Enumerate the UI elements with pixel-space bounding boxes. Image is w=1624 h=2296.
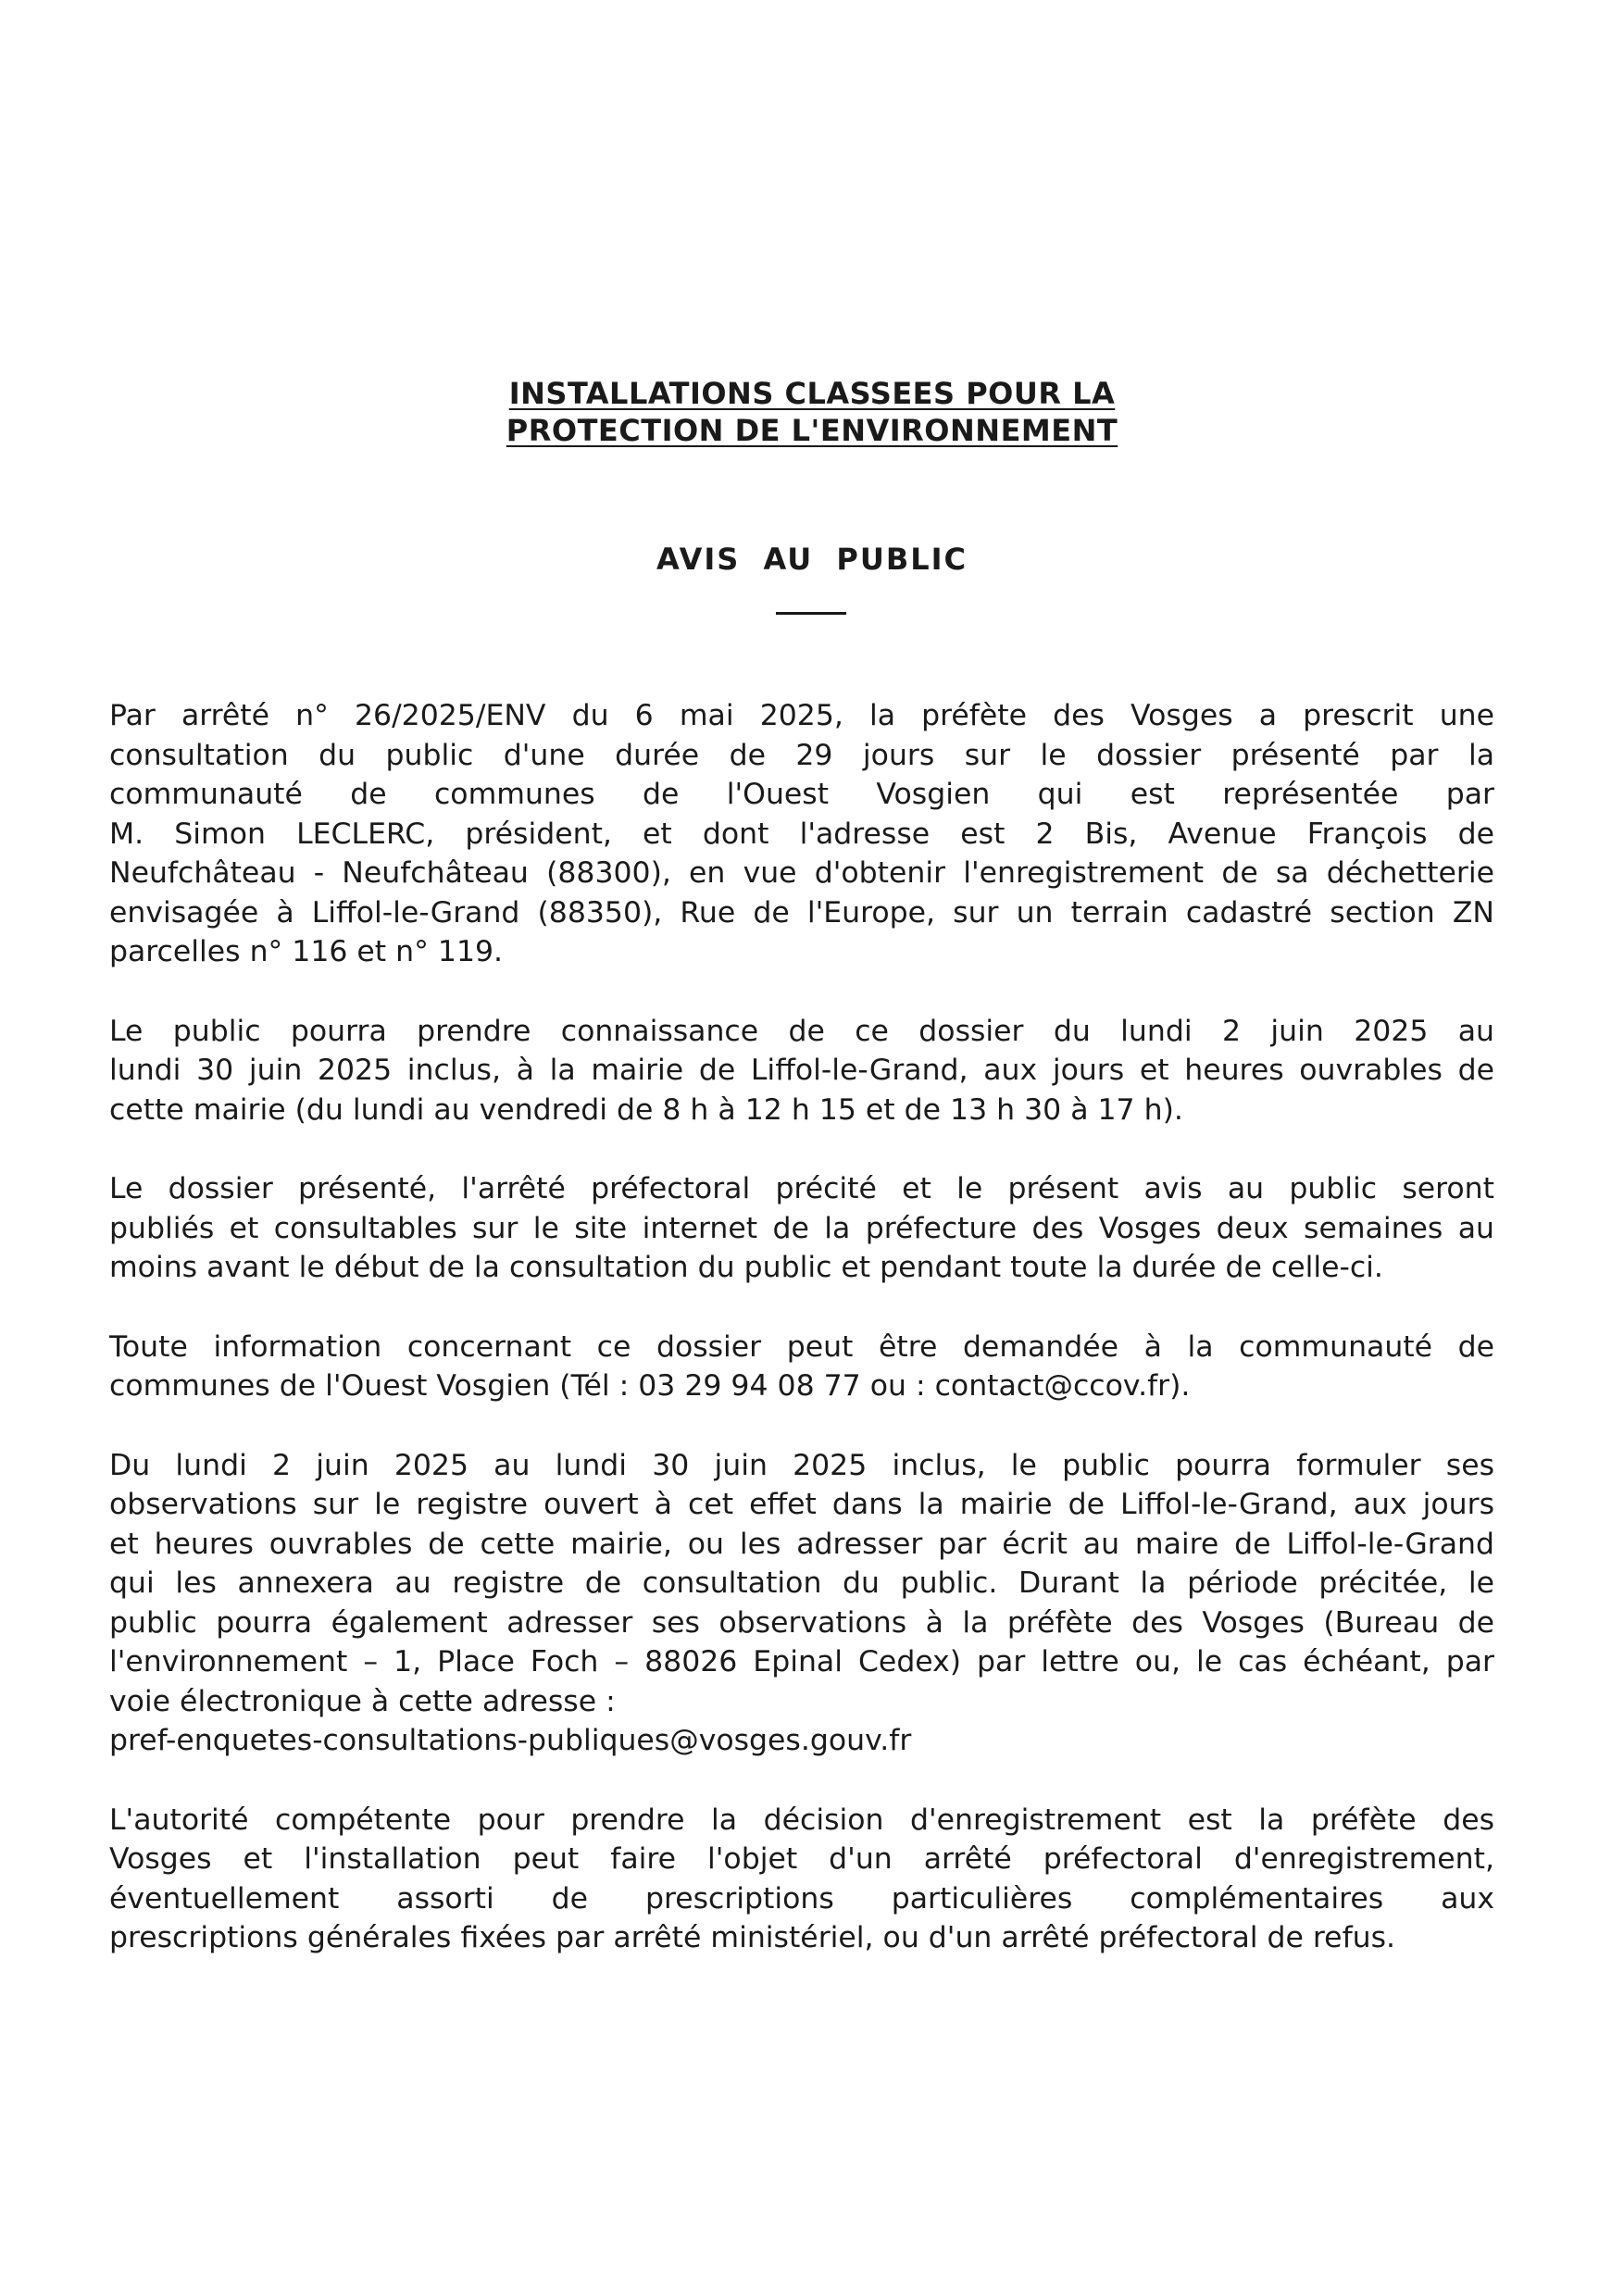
notice-heading: AVIS AU PUBLIC [656, 542, 968, 577]
text-line: cette mairie (du lundi au vendredi de 8 h à 12 h 15 et de 13 h 30 à 17 h). [109, 1092, 1183, 1127]
text-line: publiés et consultables sur le site internet de la préfecture des Vosges deux semaines au [109, 1211, 1494, 1245]
text-line: observations sur le registre ouvert à cet effet dans la mairie de Liffol-le-Grand, aux jours [109, 1488, 1494, 1521]
text-line: Le dossier présenté, l'arrêté préfectoral précité et le présent avis au public seront [109, 1172, 1494, 1205]
notice-body [109, 696, 1494, 1998]
text-line: envisagée à Liffol-le-Grand (88350), Rue de l'Europe, sur un terrain cadastré section ZN [109, 895, 1494, 930]
paragraph-decree [109, 696, 1494, 972]
paragraph-authority [109, 1801, 1494, 1958]
text-line: lundi 30 juin 2025 inclus, à la mairie de Liffol-le-Grand, aux jours et heures ouvrables de [109, 1054, 1494, 1087]
text-line: Toute information concernant ce dossier peut être demandée à la communauté de [109, 1329, 1494, 1364]
text-line: Neufchâteau - Neufchâteau (88300), en vue d'obtenir l'enregistrement de sa déchetterie [109, 856, 1494, 890]
paragraph-consultation-dates [109, 1012, 1494, 1130]
document-title [0, 375, 1624, 449]
text-line: Par arrêté n° 26/2025/ENV du 6 mai 2025, la préfète des Vosges a prescrit une [109, 699, 1494, 732]
text-line: Du lundi 2 juin 2025 au lundi 30 juin 2025 inclus, le public pourra formuler ses [109, 1448, 1494, 1482]
text-line: prescriptions générales fixées par arrêté ministériel, ou d'un arrêté préfectoral de refus. [109, 1921, 1396, 1954]
text-line: Le public pourra prendre connaissance de ce dossier du lundi 2 juin 2025 au [109, 1014, 1494, 1048]
text-line: M. Simon LECLERC, président, et dont l'adresse est 2 Bis, Avenue François de [109, 817, 1494, 851]
text-line: éventuellement assorti de prescriptions particulières complémentaires aux [109, 1881, 1494, 1915]
title-line-1: INSTALLATIONS CLASSEES POUR LA [508, 376, 1116, 411]
text-line: et heures ouvrables de cette mairie, ou les adresser par écrit au maire de Liffol-le-Grand [109, 1527, 1494, 1561]
title-line-2: PROTECTION DE L'ENVIRONNEMENT [506, 413, 1118, 448]
text-line: parcelles n° 116 et n° 119. [109, 935, 504, 968]
text-line: l'environnement – 1, Place Foch – 88026 Epinal Cedex) par lettre ou, le cas échéant, par [109, 1645, 1494, 1678]
paragraph-contact [109, 1328, 1494, 1406]
heading-rule [776, 612, 846, 615]
text-line: communes de l'Ouest Vosgien (Tél : 03 29 94 08 77 ou : contact@ccov.fr). [109, 1369, 1191, 1403]
text-line: public pourra également adresser ses observations à la préfète des Vosges (Bureau de [109, 1605, 1494, 1640]
text-line: voie électronique à cette adresse : [109, 1684, 616, 1718]
text-line: moins avant le début de la consultation du public et pendant toute la durée de celle-ci. [109, 1251, 1383, 1284]
paragraph-publication [109, 1169, 1494, 1288]
text-line: communauté de communes de l'Ouest Vosgien qui est représentée par [109, 778, 1494, 811]
text-line: qui les annexera au registre de consultation du public. Durant la période précitée, le [109, 1566, 1494, 1600]
text-line: consultation du public d'une durée de 29 jours sur le dossier présenté par la [109, 738, 1494, 772]
paragraph-observations [109, 1446, 1494, 1761]
email-address: pref-enquetes-consultations-publiques@vosges.gouv.fr [109, 1724, 912, 1757]
text-line: L'autorité compétente pour prendre la décision d'enregistrement est la préfète des [109, 1803, 1494, 1837]
text-line: Vosges et l'installation peut faire l'objet d'un arrêté préfectoral d'enregistrement, [109, 1842, 1494, 1876]
